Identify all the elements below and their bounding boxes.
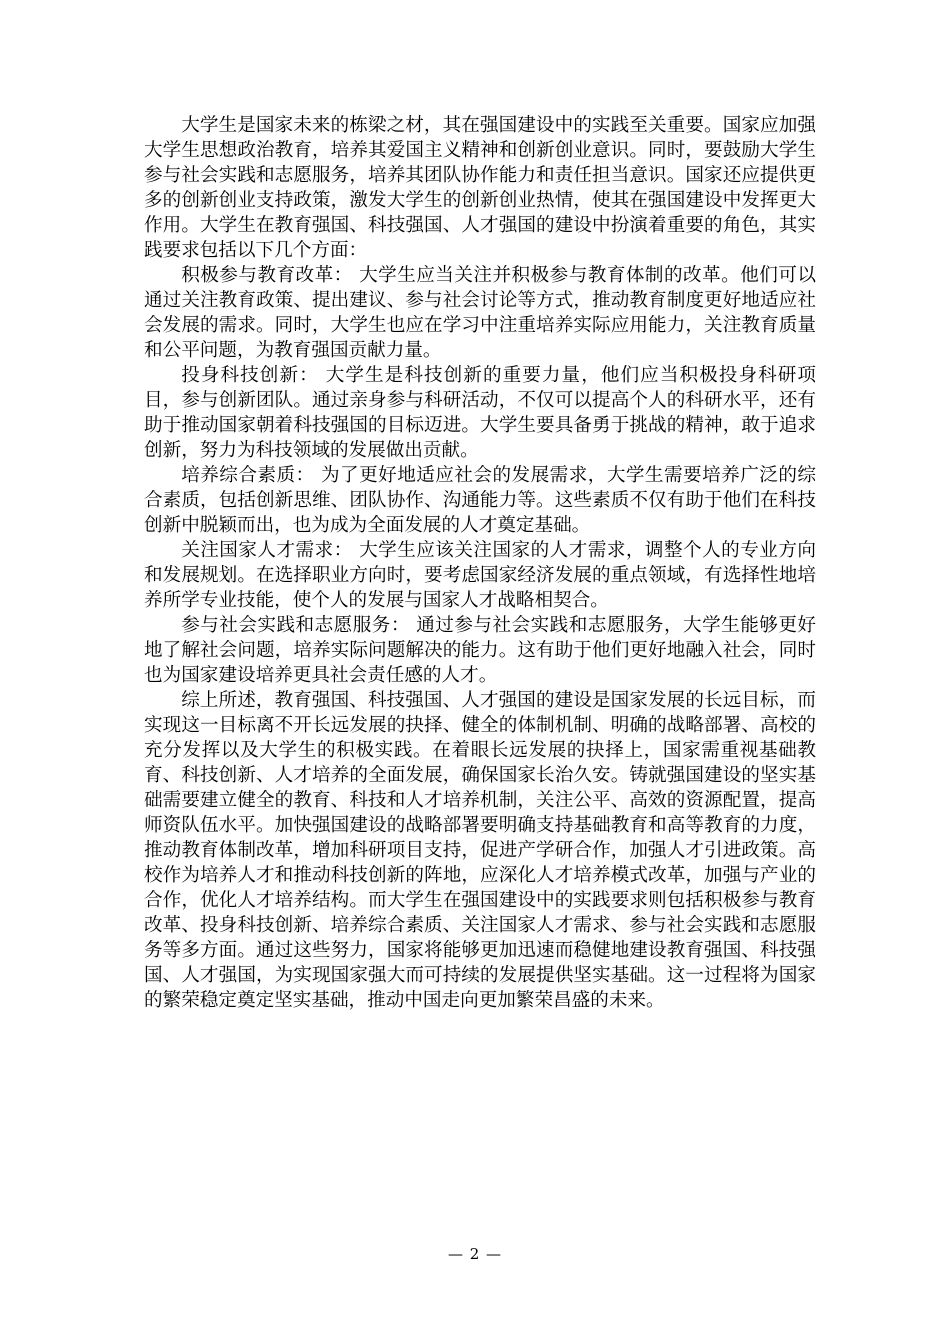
paragraph-conclusion: 综上所述，教育强国、科技强国、人才强国的建设是国家发展的长远目标，而实现这一目标离不开长远发展的抉择、健全的体制机制、明确的战略部署、高校的充分发挥以及大学生的积极实践。在着眼长远发展的抉择上，国家需重视基础教育、科技创新、人才培养的全面发展，确保国家长治久安。铸就强国建设的坚实基础需要建立健全的教育、科技和人才培养机制，关注公平、高效的资源配置，提高师资队伍水平。加快强国建设的战略部署要明确支持基础教育和高等教育的力度，推动教育体制改革，增加科研项目支持，促进产学研合作，加强人才引进政策。高校作为培养人才和推动科技创新的阵地，应深化人才培养模式改革，加强与产业的合作，优化人才培养结构。而大学生在强国建设中的实践要求则包括积极参与教育改革、投身科技创新、培养综合素质、关注国家人才需求、参与社会实践和志愿服务等多方面。通过这些努力，国家将能够更加迅速而稳健地建设教育强国、科技强国、人才强国，为实现国家强大而可持续的发展提供坚实基础。这一过程将为国家的繁荣稳定奠定坚实基础，推动中国走向更加繁荣昌盛的未来。 [144, 690, 816, 1011]
paragraph-comprehensive-quality: 培养综合素质： 为了更好地适应社会的发展需求，大学生需要培养广泛的综合素质，包括创新思维、团队协作、沟通能力等。这些素质不仅有助于他们在科技创新中脱颖而出，也为成为全面发展的人才奠定基础。 [144, 465, 816, 536]
paragraph-intro: 大学生是国家未来的栋梁之材，其在强国建设中的实践至关重要。国家应加强大学生思想政治教育，培养其爱国主义精神和创新创业意识。同时，要鼓励大学生参与社会实践和志愿服务，培养其团队协作能力和责任担当意识。国家还应提供更多的创新创业支持政策，激发大学生的创新创业热情，使其在强国建设中发挥更大作用。大学生在教育强国、科技强国、人才强国的建设中扮演着重要的角色，其实践要求包括以下几个方面： [144, 115, 816, 261]
document-body [144, 113, 816, 1013]
paragraph-talent-needs: 关注国家人才需求： 大学生应该关注国家的人才需求，调整个人的专业方向和发展规划。在选择职业方向时，要考虑国家经济发展的重点领域，有选择性地培养所学专业技能，使个人的发展与国家人才战略相契合。 [144, 540, 816, 611]
paragraph-social-practice: 参与社会实践和志愿服务： 通过参与社会实践和志愿服务，大学生能够更好地了解社会问题，培养实际问题解决的能力。这有助于他们更好地融入社会，同时也为国家建设培养更具社会责任感的人才。 [144, 615, 816, 686]
page-number: — 2 — [447, 1245, 503, 1263]
paragraph-education-reform: 积极参与教育改革： 大学生应当关注并积极参与教育体制的改革。他们可以通过关注教育政策、提出建议、参与社会讨论等方式，推动教育制度更好地适应社会发展的需求。同时，大学生也应在学习中注重培养实际应用能力，关注教育质量和公平问题，为教育强国贡献力量。 [144, 265, 816, 361]
paragraph-tech-innovation: 投身科技创新： 大学生是科技创新的重要力量，他们应当积极投身科研项目，参与创新团队。通过亲身参与科研活动，不仅可以提高个人的科研水平，还有助于推动国家朝着科技强国的目标迈进。大学生要具备勇于挑战的精神，敢于追求创新，努力为科技领域的发展做出贡献。 [144, 365, 816, 461]
